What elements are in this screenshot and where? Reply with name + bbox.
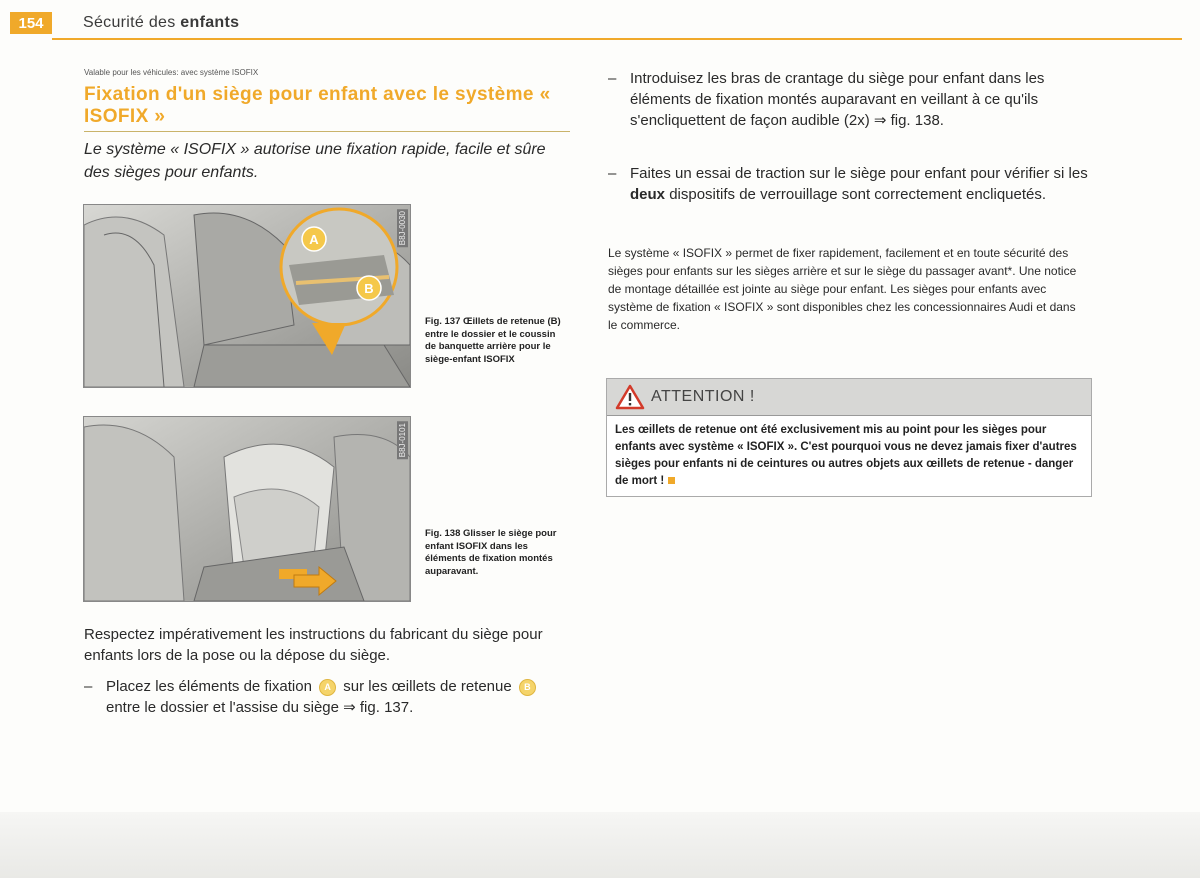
page-header: [0, 0, 1200, 40]
list-item-place-fixings: [84, 676, 574, 718]
main-heading: Fixation d'un siège pour enfant avec le système « ISOFIX »: [84, 84, 551, 127]
warning-text: Les œillets de retenue ont été exclusivement mis au point pour les sièges pour enfants avec système « ISOFIX ». C'est pourquoi vous ne devez jamais fixer d'autres sièges pour enfants ni de ceintures ou autres objets aux œillets de retenue - danger de mort !: [615, 424, 1077, 487]
emphasis-deux: deux: [630, 186, 666, 203]
warning-title: ATTENTION !: [651, 388, 755, 405]
figure-137-image: [83, 204, 411, 388]
header-rule: [52, 38, 1182, 40]
intro-text: Le système « ISOFIX » autorise une fixation rapide, facile et sûre des sièges pour enfants.: [84, 141, 546, 181]
figure-138-image: [83, 416, 411, 602]
bullet-text: Placez les éléments de fixation A sur les œillets de retenue B entre le dossier et l'assise du siège ⇒ fig. 137.: [106, 676, 574, 718]
callout-a-icon: A: [319, 679, 336, 696]
applies-to-note: Valable pour les véhicules: avec système ISOFIX: [84, 68, 259, 77]
warning-box: [606, 378, 1092, 497]
figure-137-code: B8J-0030: [398, 211, 407, 246]
isofix-info-paragraph: Le système « ISOFIX » permet de fixer rapidement, facilement et en toute sécurité des sièges pour enfants sur les sièges arrière et sur le siège du passager avant*. Une notice de montage détaillée est jointe au siège pour enfant. Les sièges pour enfants avec système de fixation « ISOFIX » sont disponibles chez les concessionnaires Audi et dans le commerce.: [608, 246, 1077, 332]
label-b: B: [364, 281, 374, 296]
list-item-insert-arms: [608, 68, 1088, 131]
warning-header: [607, 379, 1091, 416]
figure-138-caption: Fig. 138 Glisser le siège pour enfant ISOFIX dans les éléments de fixation montés auparavant.: [425, 528, 557, 577]
page-bottom-margin: [0, 812, 1200, 878]
label-a: A: [309, 232, 319, 247]
bullet-text: Introduisez les bras de crantage du siège pour enfant dans les éléments de fixation montés auparavant en veillant à ce qu'ils s'encliquettent de façon audible (2x) ⇒ fig. 138.: [630, 70, 1045, 129]
warning-triangle-icon: [615, 384, 645, 410]
bullet-text: Faites un essai de traction sur le siège pour enfant pour vérifier si les deux dispositifs de verrouillage sont correctement encliquetés.: [630, 165, 1088, 203]
list-item-pull-test: [608, 163, 1088, 205]
section-title: [83, 14, 239, 32]
heading-rule: [84, 131, 570, 132]
page-number: 154: [10, 12, 52, 34]
callout-b-icon: B: [519, 679, 536, 696]
end-of-section-icon: [668, 477, 675, 484]
bullet-dash: –: [608, 165, 617, 182]
respect-instructions-text: Respectez impérativement les instructions du fabricant du siège pour enfants lors de la pose ou la dépose du siège.: [84, 626, 543, 664]
bullet-dash: –: [84, 678, 93, 695]
section-title-bold: enfants: [180, 14, 240, 31]
figure-137-caption: Fig. 137 Œillets de retenue (B) entre le dossier et le coussin de banquette arrière pour le siège-enfant ISOFIX: [425, 316, 561, 365]
bullet-dash: –: [608, 70, 617, 87]
figure-138-code: B8J-0101: [398, 423, 407, 458]
section-title-light: Sécurité des: [83, 14, 176, 31]
